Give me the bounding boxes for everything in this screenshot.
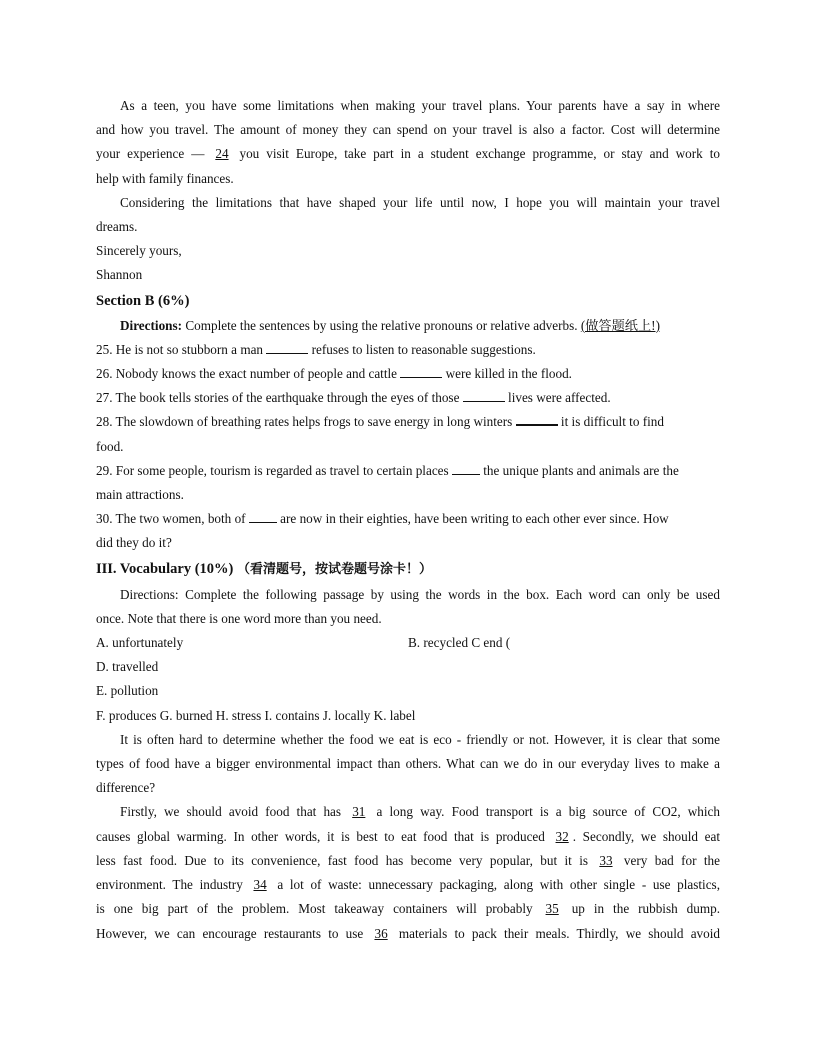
text: However, we can encourage restaurants to use — [96, 925, 371, 941]
text: food. — [96, 438, 124, 454]
text: Firstly, we should avoid food that has — [120, 804, 349, 820]
answer-blank — [266, 339, 308, 354]
text: 27. The book tells stories of the earthquake through the eyes of those — [96, 390, 463, 406]
section-b-directions — [96, 314, 720, 338]
section-b-heading: Section B (6%) — [96, 292, 190, 309]
text: are now in their eighties, have been writing to each other ever since. How — [276, 511, 669, 527]
answer-blank-34: 34 — [253, 877, 267, 893]
answer-blank — [452, 460, 480, 475]
question-29-cont — [96, 483, 720, 507]
text: . Secondly, we should eat — [572, 828, 720, 844]
text: is one big part of the problem. Most takeaway containers will probably — [96, 901, 542, 917]
paragraph-line — [96, 94, 720, 118]
text: 30. The two women, both of — [96, 511, 249, 527]
passage-line — [96, 728, 720, 752]
vocabulary-heading — [96, 556, 720, 583]
text: It is often hard to determine whether the food we eat is eco - friendly or not. However, it is clear that some — [120, 731, 720, 747]
text: 28. The slowdown of breathing rates helps frogs to save energy in long winters — [96, 414, 516, 430]
text: the unique plants and animals are the — [479, 462, 679, 478]
paragraph-line — [96, 167, 720, 191]
question-25 — [96, 338, 720, 362]
word-option-a: A. unfortunately — [96, 635, 184, 651]
text: refuses to listen to reasonable suggestions. — [308, 341, 536, 357]
question-29 — [96, 459, 720, 483]
directions-label: Directions: — [120, 317, 183, 333]
answer-blank-33: 33 — [599, 852, 613, 868]
text: As a teen, you have some limitations when making your travel plans. Your parents have a say in where — [120, 98, 720, 113]
answer-blank-24: 24 — [215, 146, 229, 162]
paragraph-line — [96, 118, 720, 142]
text: you visit Europe, take part in a student exchange programme, or stay and work to — [232, 146, 720, 162]
word-option-e: E. pollution — [96, 683, 159, 699]
passage-line — [96, 849, 720, 873]
text: lives were affected. — [504, 390, 611, 406]
letter-closing — [96, 239, 720, 263]
text: a lot of waste: unnecessary packaging, along with other single - use plastics, — [270, 877, 720, 893]
text: environment. The industry — [96, 877, 250, 893]
word-option-d: D. travelled — [96, 659, 159, 675]
text: types of food have a bigger environmental impact than others. What can we do in our everyday lives to make a — [96, 756, 720, 772]
question-30-cont — [96, 531, 720, 555]
text: Shannon — [96, 267, 143, 283]
document-page — [96, 94, 720, 946]
paragraph-line — [96, 191, 720, 215]
text: dreams. — [96, 219, 138, 235]
passage-line — [96, 825, 720, 849]
passage-line — [96, 897, 720, 921]
question-27 — [96, 386, 720, 410]
text: （看清题号，按试卷题号涂卡！） — [237, 561, 433, 577]
text: a long way. Food transport is a big source of CO2, which — [369, 804, 720, 820]
vocab-directions — [96, 583, 720, 607]
text: and how you travel. The amount of money they can spend on your travel is also a factor. Cost will determine — [96, 122, 720, 138]
text: Sincerely yours, — [96, 243, 182, 259]
text: up in the rubbish dump. — [562, 901, 720, 917]
word-option-f-k: F. produces G. burned H. stress I. contains J. locally K. label — [96, 707, 416, 723]
text: Directions: Complete the following passage by using the words in the box. Each word can only be used — [120, 586, 720, 602]
text: causes global warming. In other words, it is best to eat food that is produced — [96, 828, 552, 844]
answer-blank — [463, 387, 505, 402]
answer-blank-36: 36 — [374, 925, 388, 941]
text: very bad for the — [616, 852, 720, 868]
text: 25. He is not so stubborn a man — [96, 341, 267, 357]
text: it is difficult to find — [557, 414, 664, 430]
answer-blank-32: 32 — [555, 828, 569, 844]
text: III. Vocabulary (10%) — [96, 560, 237, 577]
answer-blank-35: 35 — [545, 901, 559, 917]
word-box-row — [96, 631, 720, 655]
text: materials to pack their meals. Thirdly, we should avoid — [391, 925, 720, 941]
question-28 — [96, 410, 720, 434]
text: your experience — — [96, 146, 212, 162]
vocab-directions-cont — [96, 607, 720, 631]
question-28-cont — [96, 435, 720, 459]
letter-signature — [96, 263, 720, 287]
passage-line — [96, 800, 720, 824]
answer-blank — [249, 508, 277, 523]
passage-line — [96, 776, 720, 800]
text: did they do it? — [96, 535, 172, 551]
passage-line — [96, 752, 720, 776]
text: main attractions. — [96, 487, 184, 503]
passage-line — [96, 922, 720, 946]
word-option-b: B. recycled C end ( — [408, 635, 511, 651]
text: less fast food. Due to its convenience, fast food has become very popular, but it is — [96, 852, 596, 868]
text: were killed in the flood. — [442, 366, 572, 382]
text: difference? — [96, 780, 156, 796]
text: 26. Nobody knows the exact number of people and cattle — [96, 366, 401, 382]
answer-blank — [516, 410, 558, 426]
text: Complete the sentences by using the relative pronouns or relative adverbs. — [182, 317, 581, 333]
answer-blank — [400, 363, 442, 378]
paragraph-line — [96, 142, 720, 166]
question-30 — [96, 507, 720, 531]
paragraph-line — [96, 215, 720, 239]
text: help with family finances. — [96, 170, 234, 186]
text: once. Note that there is one word more than you need. — [96, 610, 382, 626]
text: Considering the limitations that have shaped your life until now, I hope you will maintain your travel — [120, 194, 720, 210]
question-26 — [96, 362, 720, 386]
directions-note: (做答题纸上!) — [580, 317, 660, 333]
text: 29. For some people, tourism is regarded as travel to certain places — [96, 462, 452, 478]
passage-line — [96, 873, 720, 897]
answer-blank-31: 31 — [352, 804, 366, 820]
